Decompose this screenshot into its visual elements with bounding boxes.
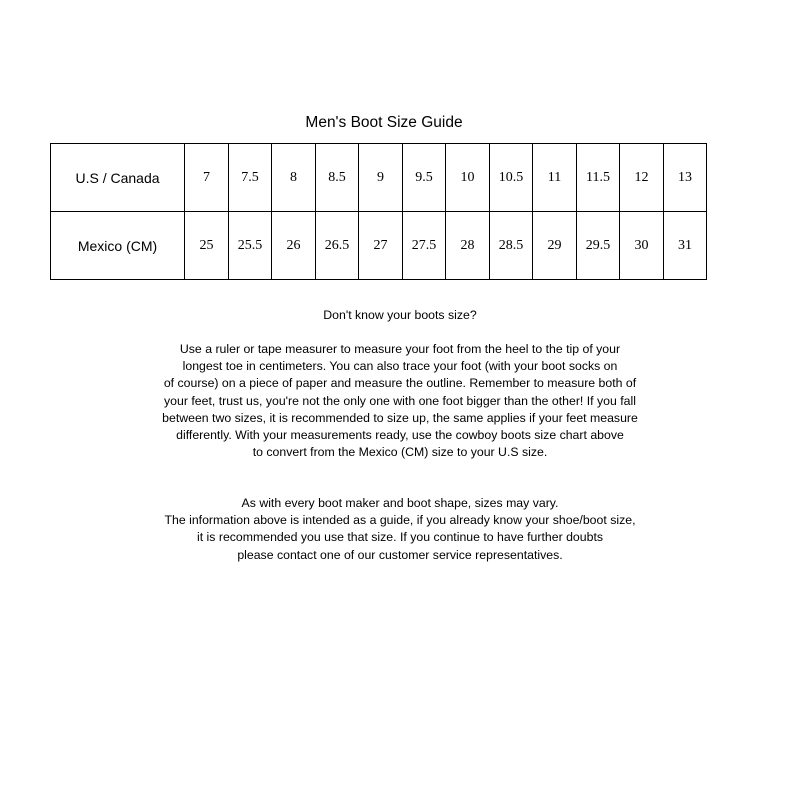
table-cell: 7.5 bbox=[229, 144, 272, 212]
table-cell: 28 bbox=[446, 212, 490, 280]
disclaimer-line: The information above is intended as a guide, if you already know your shoe/boot size, bbox=[164, 513, 636, 528]
table-cell: 28.5 bbox=[490, 212, 533, 280]
table-cell: 8 bbox=[272, 144, 316, 212]
table-cell: 11 bbox=[533, 144, 577, 212]
row-label-us-canada: U.S / Canada bbox=[51, 144, 185, 212]
table-cell: 27 bbox=[359, 212, 403, 280]
table-cell: 29.5 bbox=[577, 212, 620, 280]
disclaimer-paragraph bbox=[0, 495, 792, 564]
table-cell: 13 bbox=[664, 144, 707, 212]
instructions-paragraph bbox=[0, 341, 792, 461]
table-cell: 10 bbox=[446, 144, 490, 212]
instructions-line: to convert from the Mexico (CM) size to your U.S size. bbox=[252, 445, 548, 460]
table-cell: 9 bbox=[359, 144, 403, 212]
table-cell: 27.5 bbox=[403, 212, 446, 280]
table-row-us-canada bbox=[51, 144, 707, 212]
table-cell: 26.5 bbox=[316, 212, 359, 280]
table-cell: 8.5 bbox=[316, 144, 359, 212]
table-row-mexico bbox=[51, 212, 707, 280]
table-cell: 7 bbox=[185, 144, 229, 212]
table-cell: 9.5 bbox=[403, 144, 446, 212]
table-cell: 10.5 bbox=[490, 144, 533, 212]
table-cell: 25 bbox=[185, 212, 229, 280]
disclaimer-line: it is recommended you use that size. If you continue to have further doubts bbox=[196, 530, 604, 545]
instructions-line: your feet, trust us, you're not the only one with one foot bigger than the other! If you fall bbox=[164, 393, 636, 408]
table-cell: 29 bbox=[533, 212, 577, 280]
page-title: Men's Boot Size Guide bbox=[305, 114, 463, 131]
instructions-line: Use a ruler or tape measurer to measure your foot from the heel to the tip of your bbox=[179, 342, 621, 356]
question-text: Don't know your boots size? bbox=[323, 308, 477, 322]
table-cell: 26 bbox=[272, 212, 316, 280]
instructions-line: differently. With your measurements ready, use the cowboy boots size chart above bbox=[176, 428, 624, 443]
row-label-mexico: Mexico (CM) bbox=[51, 212, 185, 280]
disclaimer-line: please contact one of our customer service representatives. bbox=[237, 547, 563, 562]
table-cell: 25.5 bbox=[229, 212, 272, 280]
disclaimer-line: As with every boot maker and boot shape, sizes may vary. bbox=[241, 496, 559, 510]
table-cell: 12 bbox=[620, 144, 664, 212]
table-cell: 11.5 bbox=[577, 144, 620, 212]
table-cell: 31 bbox=[664, 212, 707, 280]
instructions-line: of course) on a piece of paper and measure the outline. Remember to measure both of bbox=[163, 376, 637, 391]
size-chart-table bbox=[50, 143, 707, 280]
question-heading bbox=[0, 307, 792, 324]
table-cell: 30 bbox=[620, 212, 664, 280]
instructions-line: between two sizes, it is recommended to size up, the same applies if your feet measure bbox=[162, 410, 638, 425]
instructions-line: longest toe in centimeters. You can also trace your foot (with your boot socks on bbox=[182, 359, 618, 374]
